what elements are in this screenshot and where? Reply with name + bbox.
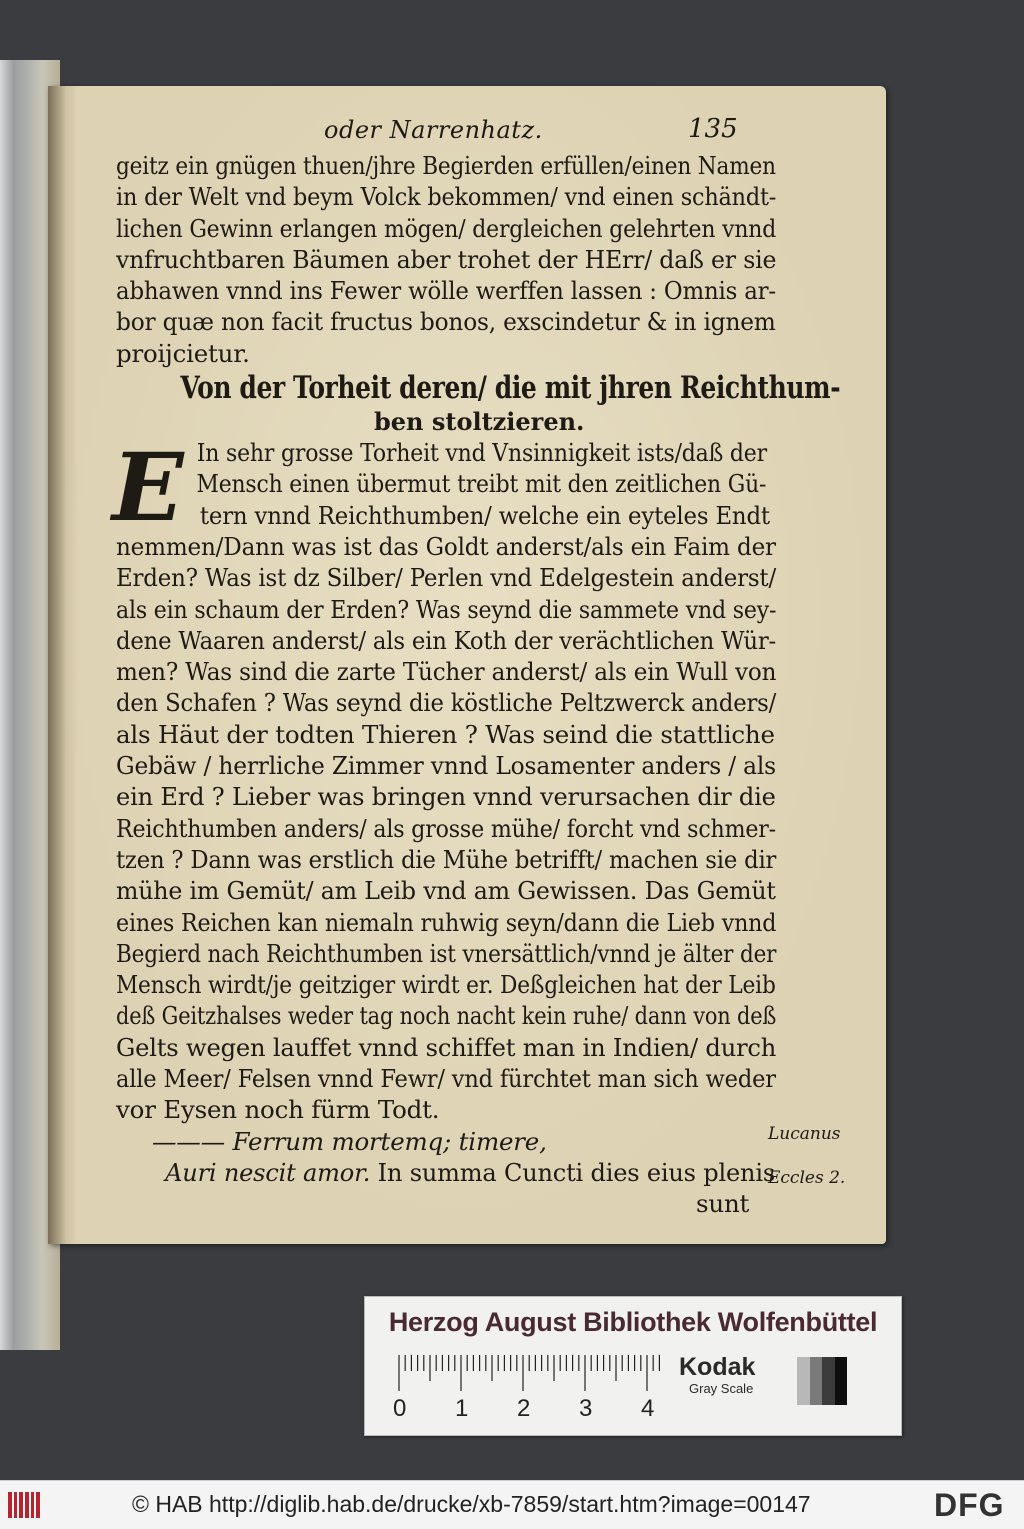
text-line: als ein schaum der Erden? Was seynd die sammete vnd sey- <box>116 594 777 624</box>
ruler-number: 1 <box>455 1395 469 1422</box>
text-line: dene Waaren anderst/ als ein Koth der verächtlichen Wür- <box>116 625 777 655</box>
logo-bar <box>25 1492 29 1518</box>
text-line: men? Was sind die zarte Tücher anderst/ als ein Wull von <box>116 657 777 687</box>
running-head-title: oder Narrenhatz. <box>324 116 543 144</box>
quote-line-2-rest: In summa Cuncti dies eius plenis <box>370 1157 775 1187</box>
text-line: Reichthumben anders/ als grosse mühe/ forcht vnd schmer- <box>116 813 776 843</box>
text-line: vor Eysen noch fürm Todt. <box>116 1095 440 1125</box>
text-line: tern vnnd Reichthumben/ welche ein eyteles Endt <box>199 500 770 530</box>
gray-patch <box>835 1357 848 1405</box>
text-line: ein Erd ? Lieber was bringen vnnd verursachen dir die <box>116 782 776 812</box>
quote-line-1: ——— Ferrum mortemq; timere, <box>152 1126 547 1156</box>
text-line: tzen ? Dann was erstlich die Mühe betrifft/ machen sie dir <box>116 844 777 874</box>
gutter-shadow <box>48 86 66 1244</box>
kodak-logo: Kodak <box>679 1353 756 1381</box>
text-line: Gebäw / herrliche Zimmer vnnd Losamenter anders / als <box>116 751 776 781</box>
institution-name: Herzog August Bibliothek Wolfenbüttel <box>388 1307 878 1337</box>
text-line: In sehr grosse Torheit vnd Vnsinnigkeit ists/daß der <box>196 438 767 468</box>
text-line: Gelts wegen lauffet vnnd schiffet man in Indien/ durch <box>116 1032 777 1062</box>
text-line: Mensch einen übermut treibt mit den zeitlichen Gü- <box>196 469 767 499</box>
hab-logo-icon <box>8 1492 40 1518</box>
logo-bar <box>19 1492 23 1518</box>
ruler-number: 3 <box>579 1395 593 1422</box>
page-number: 135 <box>688 114 738 144</box>
footer-bar <box>0 1480 1024 1529</box>
gray-patch <box>797 1357 810 1405</box>
body-lines <box>116 437 780 1126</box>
body-paragraph <box>112 433 780 1126</box>
quote-line-2 <box>116 1157 775 1188</box>
logo-bar <box>31 1492 35 1518</box>
dfg-logo: DFG <box>934 1487 1005 1523</box>
text-line: eines Reichen kan niemaln ruhwig seyn/dann die Lieb vnnd <box>116 907 777 937</box>
gray-patch <box>822 1357 835 1405</box>
text-line: mühe im Gemüt/ am Leib vnd am Gewissen. Das Gemüt <box>116 876 776 906</box>
text-line: proijcietur. <box>116 338 250 368</box>
text-line: nemmen/Dann was ist das Goldt anderst/als ein Faim der <box>116 531 776 561</box>
pre-heading-paragraph <box>116 150 780 369</box>
dropcap: E <box>112 433 184 544</box>
text-line: Erden? Was ist dz Silber/ Perlen vnd Edelgestein anderst/ <box>116 563 776 593</box>
color-reference-card <box>364 1296 902 1436</box>
margin-note-lucanus: Lucanus <box>768 1124 841 1144</box>
latin-quotation <box>116 1126 780 1220</box>
text-line: den Schafen ? Was seynd die köstliche Peltzwerck anders/ <box>116 688 777 718</box>
text-line: vnfruchtbaren Bäumen aber trohet der HErr/ daß er sie <box>116 244 777 274</box>
logo-bar <box>36 1492 40 1518</box>
ruler-scale <box>393 1353 663 1393</box>
ruler-number: 2 <box>517 1395 531 1422</box>
text-line: bor quæ non facit fructus bonos, exscindetur & in ignem <box>116 307 776 337</box>
text-line: in der Welt vnd beym Volck bekommen/ vnd einen schändt- <box>116 182 777 212</box>
gray-patch <box>810 1357 823 1405</box>
book-cradle-edge <box>0 60 14 1350</box>
margin-note-eccles: Eccles 2. <box>768 1168 846 1188</box>
text-line: Begierd nach Reichthumben ist vnersättlich/vnnd je älter der <box>116 938 777 968</box>
text-line: Mensch wirdt/je geitziger wirdt er. Deßgleichen hat der Leib <box>116 970 776 1000</box>
ruler-number: 0 <box>393 1395 407 1422</box>
section-heading-continuation: ben stoltzieren. <box>374 407 585 437</box>
quote-line-2-italic: Auri nescit amor. <box>165 1157 371 1187</box>
gray-scale-label: Gray Scale <box>689 1381 754 1396</box>
text-line: deß Geitzhalses weder tag noch nacht kein ruhe/ dann von deß <box>116 1001 777 1031</box>
catchword: sunt <box>696 1189 750 1219</box>
running-head <box>116 112 780 150</box>
ruler-number: 4 <box>641 1395 655 1422</box>
text-line: geitz ein gnügen thuen/jhre Begierden erfüllen/einen Namen <box>116 151 776 180</box>
copyright-link[interactable]: © HAB http://diglib.hab.de/drucke/xb-7859/start.htm?image=00147 <box>132 1491 811 1517</box>
text-line: abhawen vnnd ins Fewer wölle werffen lassen : Omnis ar- <box>116 276 776 306</box>
text-line: lichen Gewinn erlangen mögen/ dergleichen gelehrten vnnd <box>116 213 777 243</box>
logo-bar <box>14 1492 18 1518</box>
text-line: als Häut der todten Thieren ? Was seind die stattliche <box>116 719 775 749</box>
text-line: alle Meer/ Felsen vnnd Fewr/ vnd fürchtet man sich weder <box>116 1064 776 1094</box>
logo-bar <box>8 1492 12 1518</box>
section-heading: Von der Torheit deren/ die mit jhren Reichthum- <box>180 370 841 407</box>
gray-scale-patches <box>797 1357 847 1405</box>
